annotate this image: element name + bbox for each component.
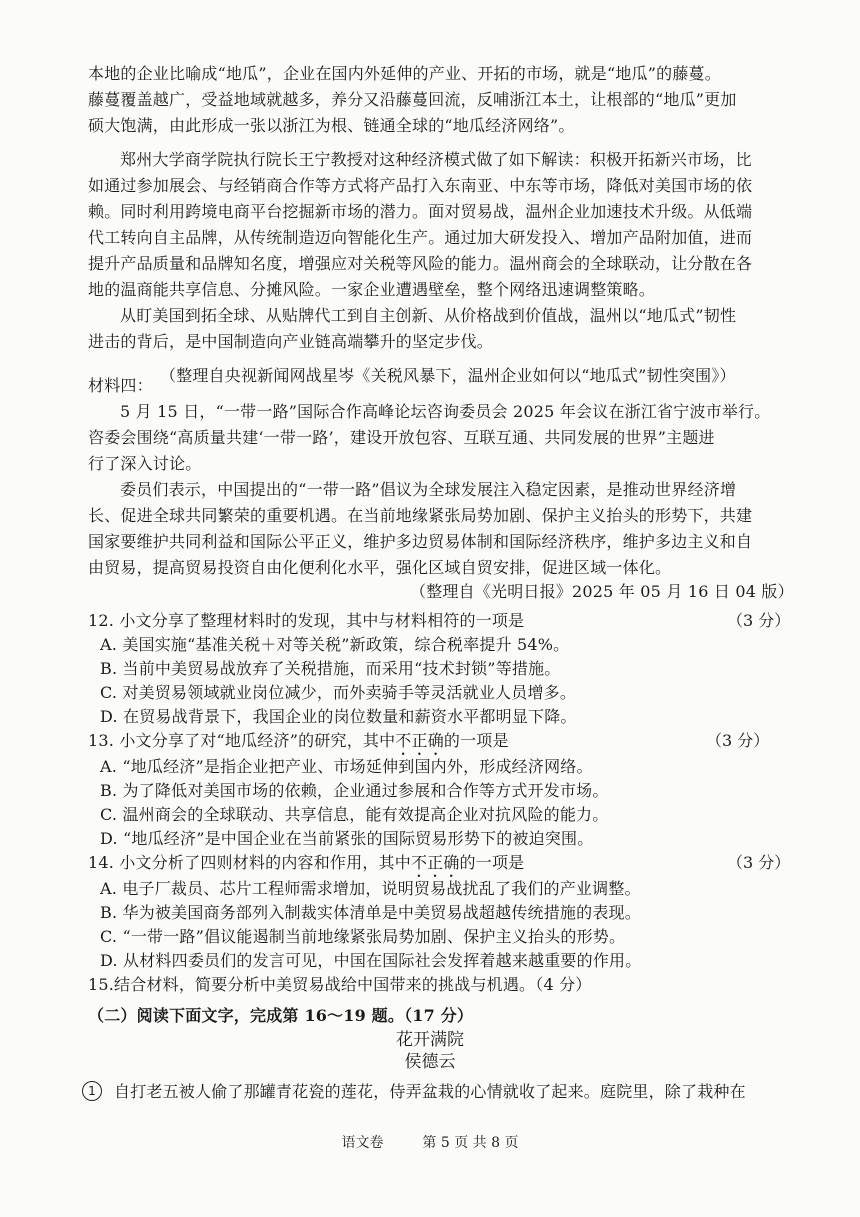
question-14-stem-pre: 14. 小文分析了四则材料的内容和作用，其中 [88,853,411,872]
question-13-score: （3 分） [706,731,770,750]
material3-line-3: 硕大饱满，由此形成一张以浙江为根、链通全球的“地瓜经济网络”。 [88,116,575,135]
question-14-emphasis: 不正确 [410,853,460,872]
material3-line-8: 提升产品质量和品牌知名度，增强应对关税等风险的能力。温州商会的全球联动，让分散在各 [88,254,753,273]
story-paragraph-1-text: 自打老五被人偷了那罐青花瓷的莲花，侍弄盆栽的心情就收了起来。庭院里，除了栽种在 [114,1082,746,1101]
material4-line-3: 行了深入讨论。 [88,454,202,473]
material4-line-6: 国家要维护共同利益和国际公平正义，维护多边贸易体制和国际经济秩序，维护多边主义和自 [88,532,753,551]
question-14-option-b: B. 华为被美国商务部列入制裁实体清单是中美贸易战超越传统措施的表现。 [100,903,641,922]
material3-line-9: 地的温商能共享信息、分摊风险。一家企业遭遇壁垒，整个网络迅速调整策略。 [88,280,656,299]
question-13-option-b: B. 为了降低对美国市场的依赖，企业通过参展和合作等方式开发市场。 [100,781,609,800]
page-footer [0,1133,860,1153]
question-14-option-c: C. “一带一路”倡议能遏制当前地缘紧张局势加剧、保护主义抬头的形势。 [100,927,626,946]
question-14-option-d: D. 从材料四委员们的发言可见，中国在国际社会发挥着越来越重要的作用。 [100,951,642,970]
question-12-option-d: D. 在贸易战背景下，我国企业的岗位数量和薪资水平都明显下降。 [100,707,577,726]
material4-source: （整理自《光明日报》2025 年 05 月 16 日 04 版） [410,582,794,601]
footer-page-number: 第 5 页 共 8 页 [422,1135,519,1151]
story-title: 花开满院 [396,1030,464,1050]
question-12-option-c: C. 对美贸易领域就业岗位减少，而外卖骑手等灵活就业人员增多。 [100,683,577,702]
material4-line-1: 5 月 15 日，“一带一路”国际合作高峰论坛咨询委员会 2025 年会议在浙江省宁波市举行。 [120,402,771,421]
question-13-stem-post: 的一项是 [443,731,509,750]
paragraph-number-badge: 1 [82,1081,102,1101]
question-12-option-b: B. 当前中美贸易战放弃了关税措施，而采用“技术封锁”等措施。 [100,659,561,678]
question-12-option-a: A. 美国实施“基准关税＋对等关税”新政策，综合税率提升 54%。 [100,635,570,654]
material3-line-10: 从盯美国到拓全球、从贴牌代工到自主创新、从价格战到价值战，温州以“地瓜式”韧性 [120,306,737,325]
question-13-option-a: A. “地瓜经济”是指企业把产业、市场延伸到国内外，形成经济网络。 [100,757,593,776]
material3-source: （整理自央视新闻网战星岑《关税风暴下，温州企业如何以“地瓜式”韧性突围》） [160,366,736,385]
material4-heading: 材料四： [88,376,153,395]
story-author: 侯德云 [404,1052,456,1072]
material3-line-2: 藤蔓覆盖越广，受益地域就越多，养分又沿藤蔓回流，反哺浙江本土，让根部的“地瓜”更加 [88,90,737,109]
material4-line-5: 长、促进全球共同繁荣的重要机遇。在当前地缘紧张局势加剧、保护主义抬头的形势下，共建 [88,506,753,525]
material3-line-7: 代工转向自主品牌，从传统制造迈向智能化生产。通过加大研发投入、增加产品附加值，进而 [88,228,753,247]
story-paragraph-1 [82,1079,746,1105]
material3-line-5: 如通过参加展会、与经销商合作等方式将产品打入东南亚、中东等市场，降低对美国市场的依 [88,176,753,195]
section2-heading: （二）阅读下面文字，完成第 16～19 题。（17 分） [88,1006,474,1025]
question-13-emphasis: 不正确 [395,731,444,750]
material3-line-4: 郑州大学商学院执行院长王宁教授对这种经济模式做了如下解读：积极开拓新兴市场，比 [120,150,752,169]
question-12-stem: 12. 小文分享了整理材料时的发现，其中与材料相符的一项是 [88,611,525,630]
material3-line-1: 本地的企业比喻成“地瓜”，企业在国内外延伸的产业、开拓的市场，就是“地瓜”的藤蔓。 [88,64,721,83]
question-14-stem-post: 的一项是 [459,853,525,872]
question-14-score: （3 分） [727,853,791,872]
material4-line-7: 由贸易，提高贸易投资自由化便利化水平，强化区域自贸安排，促进区域一体化。 [88,558,672,577]
material4-line-4: 委员们表示，中国提出的“一带一路”倡议为全球发展注入稳定因素，是推动世界经济增 [120,480,737,499]
question-13-option-d: D. “地瓜经济”是中国企业在当前紧张的国际贸易形势下的被迫突围。 [100,829,594,848]
material4-line-2: 咨委会围绕“高质量共建‘一带一路’，建设开放包容、互联互通、共同发展的世界”主题进 [88,428,715,447]
footer-subject: 语文卷 [341,1135,384,1151]
material3-line-6: 赖。同时利用跨境电商平台挖掘新市场的潜力。面对贸易战，温州企业加速技术升级。从低端 [88,202,753,221]
question-12-score: （3 分） [727,611,791,630]
material3-line-11: 进击的背后，是中国制造向产业链高端攀升的坚定步伐。 [88,332,494,351]
question-13-option-c: C. 温州商会的全球联动、共享信息，能有效提高企业对抗风险的能力。 [100,805,609,824]
question-13-stem-pre: 13. 小文分享了对“地瓜经济”的研究，其中 [88,731,396,750]
question-15-stem: 15.结合材料，简要分析中美贸易战给中国带来的挑战与机遇。（4 分） [88,975,592,994]
question-14-option-a: A. 电子厂裁员、芯片工程师需求增加，说明贸易战扰乱了我们的产业调整。 [100,879,641,898]
